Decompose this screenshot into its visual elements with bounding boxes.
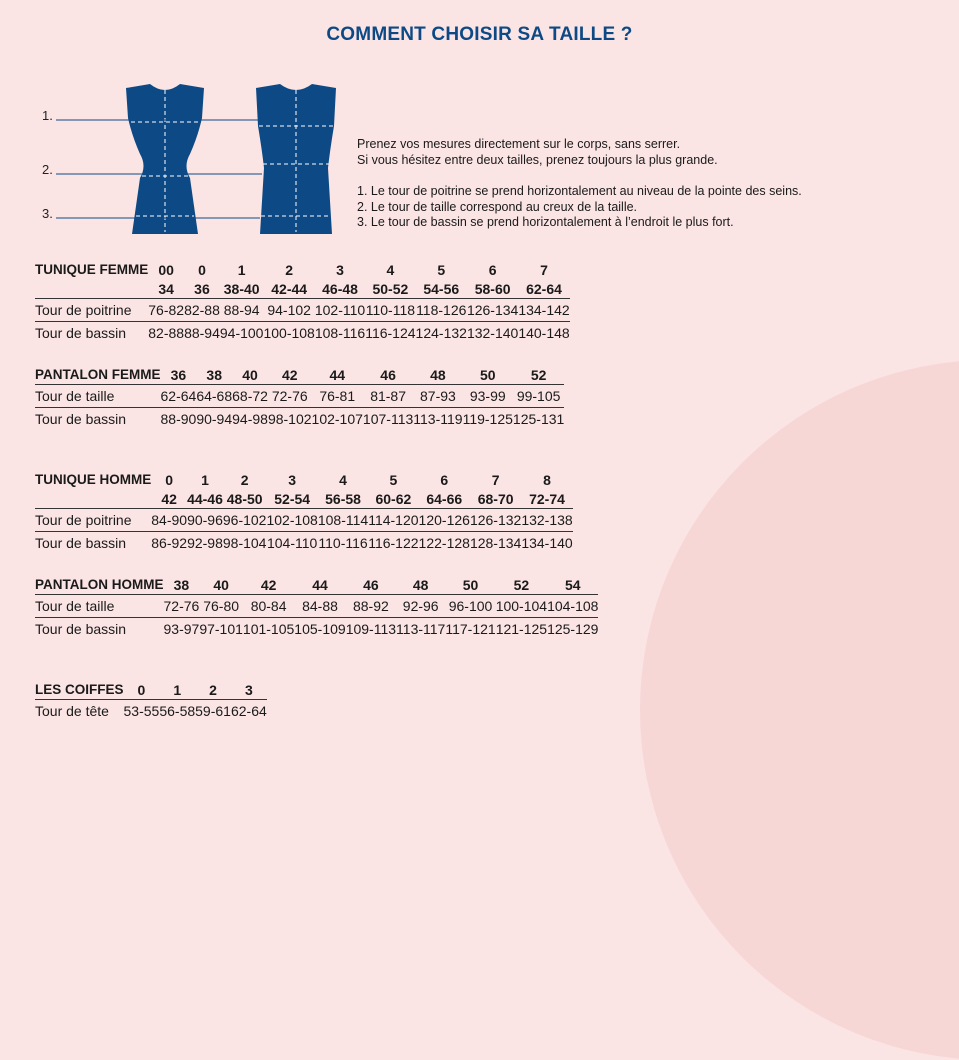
size-header: 46 bbox=[363, 576, 379, 593]
measurement-figures bbox=[30, 78, 350, 238]
measure-cell: 76-80 bbox=[199, 595, 243, 618]
measure-cell: 92-96 bbox=[396, 595, 445, 618]
measure-cell: 107-113 bbox=[363, 408, 413, 431]
measure-cell: 124-132 bbox=[416, 322, 467, 345]
size-header: 42 bbox=[260, 576, 277, 593]
size-header: 00 bbox=[158, 261, 174, 278]
eu-size-header: 56-58 bbox=[325, 490, 361, 507]
measure-cell: 88-94 bbox=[184, 322, 220, 345]
table-title: PANTALON HOMME bbox=[35, 577, 164, 592]
measure-cell: 88-94 bbox=[220, 299, 264, 322]
measure-cell: 76-81 bbox=[312, 385, 363, 408]
measure-cell: 125-131 bbox=[513, 408, 564, 431]
measure-cell: 56-58 bbox=[159, 700, 195, 723]
size-header: 0 bbox=[165, 471, 174, 488]
instructions bbox=[357, 137, 802, 231]
table-row bbox=[35, 618, 598, 641]
measure-cell: 109-113 bbox=[346, 618, 396, 641]
instruction-line-1: Prenez vos mesures directement sur le corps, sans serrer. bbox=[357, 137, 681, 151]
measure-cell: 81-87 bbox=[363, 385, 413, 408]
size-header: 6 bbox=[440, 471, 449, 488]
eu-size-header: 36 bbox=[194, 280, 210, 297]
measure-cell: 126-134 bbox=[467, 299, 518, 322]
measure-cell: 116-122 bbox=[368, 532, 418, 555]
measure-cell: 114-120 bbox=[368, 509, 418, 532]
figure-label-3: 3. bbox=[42, 206, 53, 221]
eu-size-spacer bbox=[35, 489, 151, 509]
measure-cell: 97-101 bbox=[199, 618, 243, 641]
eu-size-spacer bbox=[35, 279, 148, 299]
size-header: 2 bbox=[209, 681, 217, 698]
table-title: LES COIFFES bbox=[35, 682, 124, 697]
table-title: TUNIQUE FEMME bbox=[35, 262, 149, 277]
table-row bbox=[35, 700, 267, 723]
eu-size-header: 64-66 bbox=[426, 490, 463, 507]
measure-cell: 104-108 bbox=[547, 595, 598, 618]
size-header: 4 bbox=[339, 471, 347, 488]
row-label: Tour de poitrine bbox=[35, 509, 151, 532]
measure-cell: 90-94 bbox=[196, 408, 232, 431]
measure-cell: 104-110 bbox=[266, 532, 317, 555]
size-header: 42 bbox=[281, 366, 298, 383]
size-header: 2 bbox=[285, 261, 294, 278]
table-tunique-femme bbox=[35, 260, 570, 344]
size-header: 0 bbox=[198, 261, 206, 278]
measure-cell: 126-132 bbox=[470, 509, 521, 532]
measure-cell: 96-100 bbox=[445, 595, 495, 618]
size-header: 54 bbox=[564, 576, 581, 593]
measure-cell: 120-126 bbox=[419, 509, 470, 532]
measure-cell: 101-105 bbox=[243, 618, 294, 641]
eu-size-row bbox=[35, 489, 573, 509]
size-header: 5 bbox=[389, 471, 398, 488]
measure-cell: 113-117 bbox=[396, 618, 445, 641]
eu-size-header: 54-56 bbox=[423, 280, 460, 297]
measure-cell: 84-90 bbox=[151, 509, 187, 532]
size-header: 46 bbox=[380, 366, 396, 383]
measure-cell: 117-121 bbox=[445, 618, 495, 641]
table-title: TUNIQUE HOMME bbox=[35, 472, 152, 487]
measure-cell: 108-114 bbox=[318, 509, 368, 532]
table-row bbox=[35, 385, 564, 408]
measure-cell: 90-96 bbox=[187, 509, 223, 532]
size-header: 38 bbox=[173, 576, 190, 593]
eu-size-header: 48-50 bbox=[226, 490, 263, 507]
row-label: Tour de taille bbox=[35, 595, 164, 618]
size-header: 7 bbox=[491, 471, 500, 488]
row-label: Tour de bassin bbox=[35, 408, 161, 431]
measure-cell: 108-116 bbox=[315, 322, 365, 345]
table-pantalon-femme bbox=[35, 365, 564, 430]
row-label: Tour de poitrine bbox=[35, 299, 148, 322]
table-coiffes bbox=[35, 680, 267, 722]
size-header: 48 bbox=[412, 576, 429, 593]
measure-cell: 140-148 bbox=[518, 322, 569, 345]
size-header: 2 bbox=[240, 471, 249, 488]
size-header-row bbox=[35, 365, 564, 385]
size-header-row bbox=[35, 680, 267, 700]
eu-size-header: 42-44 bbox=[271, 280, 308, 297]
measure-cell: 134-142 bbox=[518, 299, 569, 322]
table-pantalon-homme bbox=[35, 575, 598, 640]
female-torso-icon bbox=[126, 84, 204, 234]
size-header-row bbox=[35, 470, 573, 489]
measure-cell: 134-140 bbox=[521, 532, 572, 555]
note-waist: 2. Le tour de taille correspond au creux de la taille. bbox=[357, 199, 638, 214]
measure-cell: 87-93 bbox=[413, 385, 462, 408]
table-tunique-homme bbox=[35, 470, 573, 554]
measure-cell: 86-92 bbox=[151, 532, 187, 555]
measure-cell: 132-140 bbox=[467, 322, 518, 345]
measure-cell: 84-88 bbox=[294, 595, 345, 618]
size-header-row bbox=[35, 575, 598, 595]
size-header: 52 bbox=[530, 366, 547, 383]
table-row bbox=[35, 408, 564, 431]
measure-cell: 94-98 bbox=[232, 408, 268, 431]
row-label: Tour de bassin bbox=[35, 532, 151, 555]
size-header: 3 bbox=[336, 261, 344, 278]
measure-cell: 102-107 bbox=[312, 408, 363, 431]
size-header: 4 bbox=[386, 261, 395, 278]
measure-cell: 94-102 bbox=[263, 299, 314, 322]
measure-cell: 119-125 bbox=[463, 408, 513, 431]
measure-cell: 80-84 bbox=[243, 595, 294, 618]
table-row bbox=[35, 299, 570, 322]
eu-size-row bbox=[35, 279, 570, 299]
eu-size-header: 60-62 bbox=[375, 490, 412, 507]
page-title: COMMENT CHOISIR SA TAILLE ? bbox=[326, 24, 633, 45]
measure-cell: 110-116 bbox=[318, 532, 368, 555]
table-row bbox=[35, 322, 570, 345]
size-header: 1 bbox=[173, 681, 182, 698]
measure-cell: 98-102 bbox=[268, 408, 312, 431]
measure-cell: 68-72 bbox=[232, 385, 268, 408]
row-label: Tour de bassin bbox=[35, 322, 148, 345]
eu-size-header: 50-52 bbox=[372, 280, 409, 297]
size-header: 3 bbox=[288, 471, 297, 488]
measure-cell: 100-108 bbox=[263, 322, 314, 345]
measure-cell: 98-104 bbox=[223, 532, 267, 555]
measure-cell: 116-124 bbox=[365, 322, 415, 345]
measure-cell: 102-108 bbox=[266, 509, 317, 532]
row-label: Tour de bassin bbox=[35, 618, 164, 641]
size-header: 40 bbox=[213, 576, 229, 593]
size-header: 52 bbox=[513, 576, 530, 593]
measure-cell: 132-138 bbox=[521, 509, 572, 532]
figure-label-2: 2. bbox=[42, 162, 53, 177]
eu-size-header: 72-74 bbox=[529, 490, 565, 507]
measure-cell: 82-88 bbox=[184, 299, 220, 322]
size-header-row bbox=[35, 260, 570, 279]
size-header: 50 bbox=[479, 366, 496, 383]
row-label: Tour de tête bbox=[35, 700, 124, 723]
measure-cell: 72-76 bbox=[164, 595, 200, 618]
table-row bbox=[35, 509, 573, 532]
eu-size-header: 52-54 bbox=[274, 490, 311, 507]
figure-label-1: 1. bbox=[42, 108, 53, 123]
measure-cell: 113-119 bbox=[413, 408, 462, 431]
measure-cell: 92-98 bbox=[187, 532, 223, 555]
measure-cell: 118-126 bbox=[416, 299, 467, 322]
measure-cell: 88-92 bbox=[346, 595, 396, 618]
measure-cell: 62-64 bbox=[231, 700, 267, 723]
male-torso-icon bbox=[256, 84, 336, 234]
note-hips: 3. Le tour de bassin se prend horizontalement à l’endroit le plus fort. bbox=[357, 215, 734, 229]
row-label: Tour de taille bbox=[35, 385, 161, 408]
size-header: 50 bbox=[462, 576, 479, 593]
table-row bbox=[35, 532, 573, 555]
table-row bbox=[35, 595, 598, 618]
eu-size-header: 68-70 bbox=[477, 490, 514, 507]
eu-size-header: 44-46 bbox=[187, 490, 223, 507]
measure-cell: 125-129 bbox=[547, 618, 598, 641]
size-header: 36 bbox=[170, 366, 187, 383]
measure-cell: 100-104 bbox=[496, 595, 547, 618]
measure-cell: 59-61 bbox=[195, 700, 231, 723]
size-header: 7 bbox=[540, 261, 548, 278]
measure-cell: 102-110 bbox=[315, 299, 365, 322]
measure-cell: 110-118 bbox=[365, 299, 415, 322]
measure-cell: 121-125 bbox=[496, 618, 547, 641]
measure-cell: 76-82 bbox=[148, 299, 184, 322]
eu-size-header: 58-60 bbox=[474, 280, 511, 297]
size-header: 0 bbox=[137, 681, 146, 698]
size-header: 1 bbox=[237, 261, 246, 278]
eu-size-header: 42 bbox=[161, 490, 177, 507]
eu-size-header: 62-64 bbox=[526, 280, 562, 297]
size-header: 40 bbox=[242, 366, 258, 383]
instruction-line-2: Si vous hésitez entre deux tailles, prenez toujours la plus grande. bbox=[357, 152, 718, 167]
eu-size-header: 38-40 bbox=[223, 280, 260, 297]
background-circle bbox=[640, 360, 959, 1060]
size-header: 3 bbox=[244, 681, 253, 698]
table-title: PANTALON FEMME bbox=[35, 367, 161, 382]
measure-cell: 93-97 bbox=[164, 618, 200, 641]
measure-cell: 105-109 bbox=[294, 618, 345, 641]
eu-size-header: 34 bbox=[158, 280, 174, 297]
size-header: 5 bbox=[437, 261, 446, 278]
size-header: 44 bbox=[312, 576, 328, 593]
measure-cell: 96-102 bbox=[223, 509, 267, 532]
size-header: 8 bbox=[543, 471, 551, 488]
measure-cell: 99-105 bbox=[513, 385, 564, 408]
eu-size-header: 46-48 bbox=[322, 280, 358, 297]
size-header: 48 bbox=[430, 366, 446, 383]
size-header: 38 bbox=[206, 366, 222, 383]
measure-cell: 88-90 bbox=[161, 408, 197, 431]
measure-cell: 122-128 bbox=[419, 532, 470, 555]
size-header: 44 bbox=[329, 366, 346, 383]
measure-cell: 62-64 bbox=[161, 385, 197, 408]
measure-cell: 72-76 bbox=[268, 385, 312, 408]
measure-cell: 64-68 bbox=[196, 385, 232, 408]
measure-cell: 82-88 bbox=[148, 322, 184, 345]
measure-cell: 93-99 bbox=[463, 385, 513, 408]
note-chest: 1. Le tour de poitrine se prend horizontalement au niveau de la pointe des seins. bbox=[357, 184, 802, 198]
size-header: 1 bbox=[201, 471, 209, 488]
measure-cell: 128-134 bbox=[470, 532, 521, 555]
measure-cell: 94-100 bbox=[220, 322, 264, 345]
size-header: 6 bbox=[488, 261, 497, 278]
measure-cell: 53-55 bbox=[124, 700, 160, 723]
